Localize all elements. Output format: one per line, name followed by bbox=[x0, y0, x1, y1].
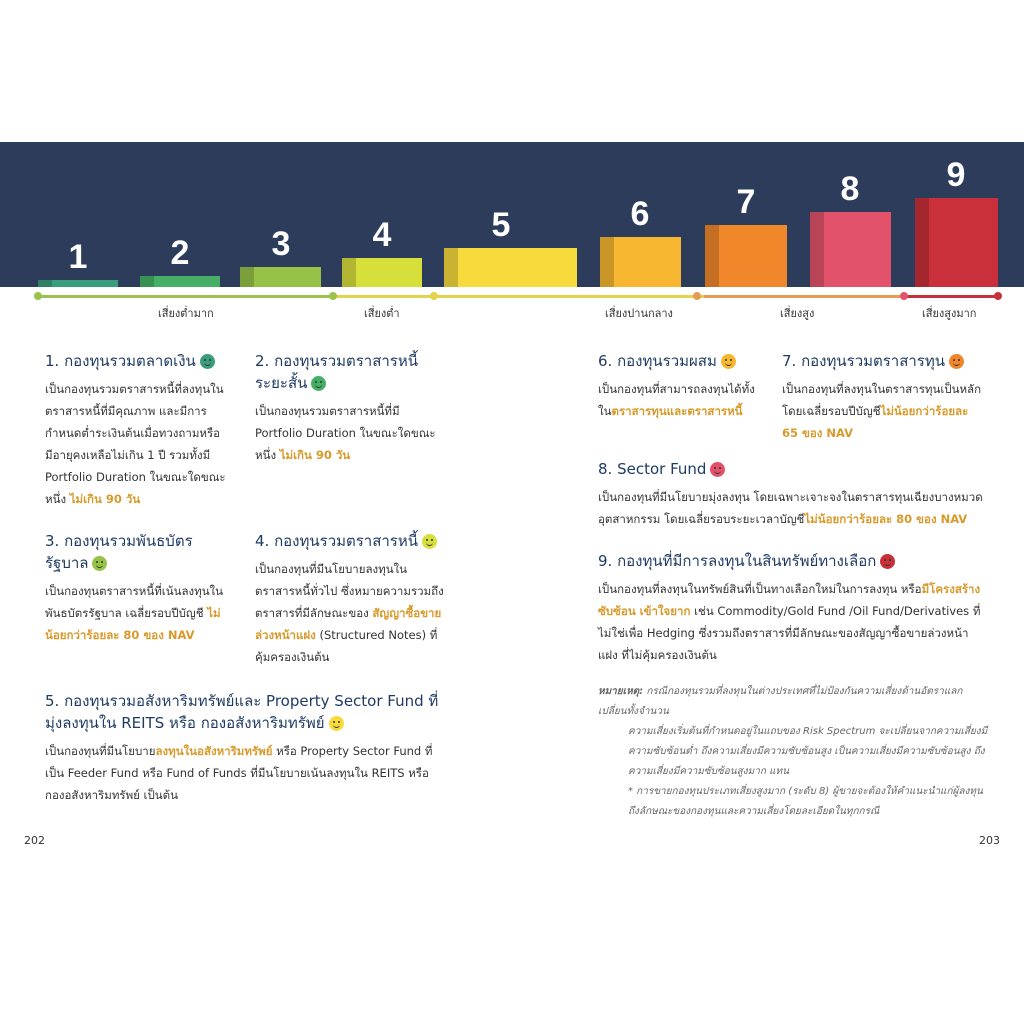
fund-title: 9. กองทุนที่มีการลงทุนในสินทรัพย์ทางเลือก bbox=[598, 550, 988, 572]
footnote-line: หมายเหตุ: กรณีกองทุนรวมที่ลงทุนในต่างประเทศที่ไม่ป้องกันความเสี่ยงด้านอัตราแลกเปลี่ยนทั้งจำนวน bbox=[598, 686, 963, 717]
fund-item-2 bbox=[255, 350, 445, 466]
scale-dot bbox=[693, 292, 701, 300]
footnote bbox=[598, 682, 988, 822]
risk-bar-4 bbox=[342, 258, 422, 287]
smiley-icon bbox=[200, 354, 215, 369]
fund-title: 6. กองทุนรวมผสม bbox=[598, 350, 758, 372]
risk-level-6: 6 bbox=[630, 195, 650, 233]
risk-bar-3 bbox=[240, 267, 321, 287]
fund-title: 5. กองทุนรวมอสังหาริมทรัพย์และ Property Sector Fund ที่มุ่งลงทุนใน REITS หรือ กองอสังหาริมทรัพย์ bbox=[45, 692, 439, 732]
smiley-icon bbox=[721, 354, 736, 369]
fund-title: 8. Sector Fund bbox=[598, 458, 988, 480]
scale-dot bbox=[900, 292, 908, 300]
scale-dot bbox=[430, 292, 438, 300]
footnote-line: ความเสี่ยงเริ่มต้นที่กำหนดอยู่ในแถบของ Risk Spectrum จะเปลี่ยนจากความเสี่ยงมีความซับซ้อนต่ำ ถึงความเสี่ยงมีความซับซ้อนสูง เป็นความเสี่ยงมีความซับซ้อนสูง ถึงความเสี่ยงมีความซับซ้อนสูงมาก แทน bbox=[628, 726, 988, 777]
risk-spectrum-banner bbox=[0, 142, 1024, 287]
fund-title: 4. กองทุนรวมตราสารหนี้ bbox=[255, 530, 445, 552]
risk-level-9: 9 bbox=[946, 156, 966, 194]
risk-bar-6 bbox=[600, 237, 681, 287]
footnote-line: * การขายกองทุนประเภทเสี่ยงสูงมาก (ระดับ 8) ผู้ขายจะต้องให้คำแนะนำแก่ผู้ลงทุนถึงลักษณะของกองทุนและความเสี่ยงโดยละเอียดในทุกกรณี bbox=[628, 786, 983, 817]
risk-label-medium: เสี่ยงปานกลาง bbox=[605, 307, 673, 320]
fund-item-9 bbox=[598, 550, 988, 666]
risk-level-3: 3 bbox=[271, 225, 291, 263]
fund-title: 3. กองทุนรวมพันธบัตรรัฐบาล bbox=[45, 532, 193, 572]
smiley-icon bbox=[949, 354, 964, 369]
risk-label-high: เสี่ยงสูง bbox=[780, 307, 815, 320]
scale-dot bbox=[34, 292, 42, 300]
smiley-icon bbox=[329, 716, 344, 731]
risk-label-very-low: เสี่ยงต่ำมาก bbox=[158, 307, 214, 320]
risk-bar-8 bbox=[810, 212, 891, 287]
risk-bar-1 bbox=[38, 280, 118, 287]
page-number-right: 203 bbox=[979, 834, 1000, 847]
fund-title: 7. กองทุนรวมตราสารทุน bbox=[782, 350, 987, 372]
risk-label-low: เสี่ยงต่ำ bbox=[364, 307, 400, 320]
risk-bar-9 bbox=[915, 198, 998, 287]
frown-icon bbox=[710, 462, 725, 477]
fund-item-1 bbox=[45, 350, 227, 510]
risk-bar-2 bbox=[140, 276, 220, 287]
fund-description: เป็นกองทุนที่มีนโยบายมุ่งลงทุน โดยเฉพาะเจาะจงในตราสารทุนเฉียงบางหมวดอุตสาหกรรม โดยเฉลี่ยรอบระยะเวลาบัญชีไม่น้อยกว่าร้อยละ 80 ของ NAV bbox=[598, 490, 983, 526]
fund-description: เป็นกองทุนที่มีนโยบายลงทุนในอสังหาริมทรัพย์ หรือ Property Sector Fund ที่เป็น Feeder Fund หรือ Fund of Funds ที่มีนโยบายเน้นลงทุนใน REITS หรือกองอสังหาริมทรัพย์ เป็นต้น bbox=[45, 744, 433, 802]
frown-icon bbox=[880, 554, 895, 569]
scale-dot bbox=[994, 292, 1002, 300]
fund-item-4 bbox=[255, 530, 445, 668]
fund-description: เป็นกองทุนที่ลงทุนในทรัพย์สินที่เป็นทางเลือกใหม่ในการลงทุน หรือมีโครงสร้างซับซ้อน เข้าใจยาก เช่น Commodity/Gold Fund /Oil Fund/Derivatives ที่ไม่ใช่เพื่อ Hedging ซึ่งรวมถึงตราสารที่มีลักษณะของสัญญาซื้อขายล่วงหน้าแฝง ที่ไม่คุ้มครองเงินต้น bbox=[598, 582, 981, 662]
fund-description: เป็นกองทุนตราสารหนี้ที่เน้นลงทุนในพันธบัตรรัฐบาล เฉลี่ยรอบปีบัญชี ไม่น้อยกว่าร้อยละ 80 ของ NAV bbox=[45, 584, 224, 642]
fund-item-3 bbox=[45, 530, 227, 646]
smiley-icon bbox=[311, 376, 326, 391]
risk-label-very-high: เสี่ยงสูงมาก bbox=[922, 307, 977, 320]
fund-item-8 bbox=[598, 458, 988, 530]
fund-item-5 bbox=[45, 690, 445, 806]
risk-level-1: 1 bbox=[68, 238, 88, 276]
page-number-left: 202 bbox=[24, 834, 45, 847]
smiley-icon bbox=[422, 534, 437, 549]
fund-description: เป็นกองทุนที่มีนโยบายลงทุนในตราสารหนี้ทั่วไป ซึ่งหมายความรวมถึงตราสารที่มีลักษณะของ สัญญาซื้อขายล่วงหน้าแฝง (Structured Notes) ที่คุ้มครองเงินต้น bbox=[255, 562, 444, 664]
risk-level-8: 8 bbox=[840, 170, 860, 208]
risk-level-4: 4 bbox=[372, 216, 392, 254]
fund-item-7 bbox=[782, 350, 987, 444]
smiley-icon bbox=[92, 556, 107, 571]
fund-description: เป็นกองทุนรวมตราสารหนี้ที่มี Portfolio Duration ในขณะใดขณะหนึ่ง ไม่เกิน 90 วัน bbox=[255, 404, 436, 462]
fund-item-6 bbox=[598, 350, 758, 422]
risk-level-5: 5 bbox=[491, 206, 511, 244]
risk-bar-7 bbox=[705, 225, 787, 287]
scale-dot bbox=[329, 292, 337, 300]
fund-description: เป็นกองทุนที่ลงทุนในตราสารทุนเป็นหลัก โดยเฉลี่ยรอบปีบัญชีไม่น้อยกว่าร้อยละ 65 ของ NAV bbox=[782, 382, 982, 440]
risk-scale-line bbox=[36, 295, 1000, 298]
risk-level-2: 2 bbox=[170, 234, 190, 272]
fund-title: 1. กองทุนรวมตลาดเงิน bbox=[45, 350, 227, 372]
fund-description: เป็นกองทุนรวมตราสารหนี้ที่ลงทุนในตราสารหนี้ที่มีคุณภาพ และมีการกำหนดต่ำระเงินต้นเมื่อทวงถามหรือมีอายุคงเหลือไม่เกิน 1 ปี รวมทั้งมี Portfolio Duration ในขณะใดขณะหนึ่ง ไม่เกิน 90 วัน bbox=[45, 382, 226, 506]
fund-description: เป็นกองทุนที่สามารถลงทุนได้ทั้งในตราสารทุนและตราสารหนี้ bbox=[598, 382, 755, 418]
fund-title: 2. กองทุนรวมตราสารหนี้ระยะสั้น bbox=[255, 352, 419, 392]
risk-bar-5 bbox=[444, 248, 577, 287]
risk-level-7: 7 bbox=[736, 183, 756, 221]
